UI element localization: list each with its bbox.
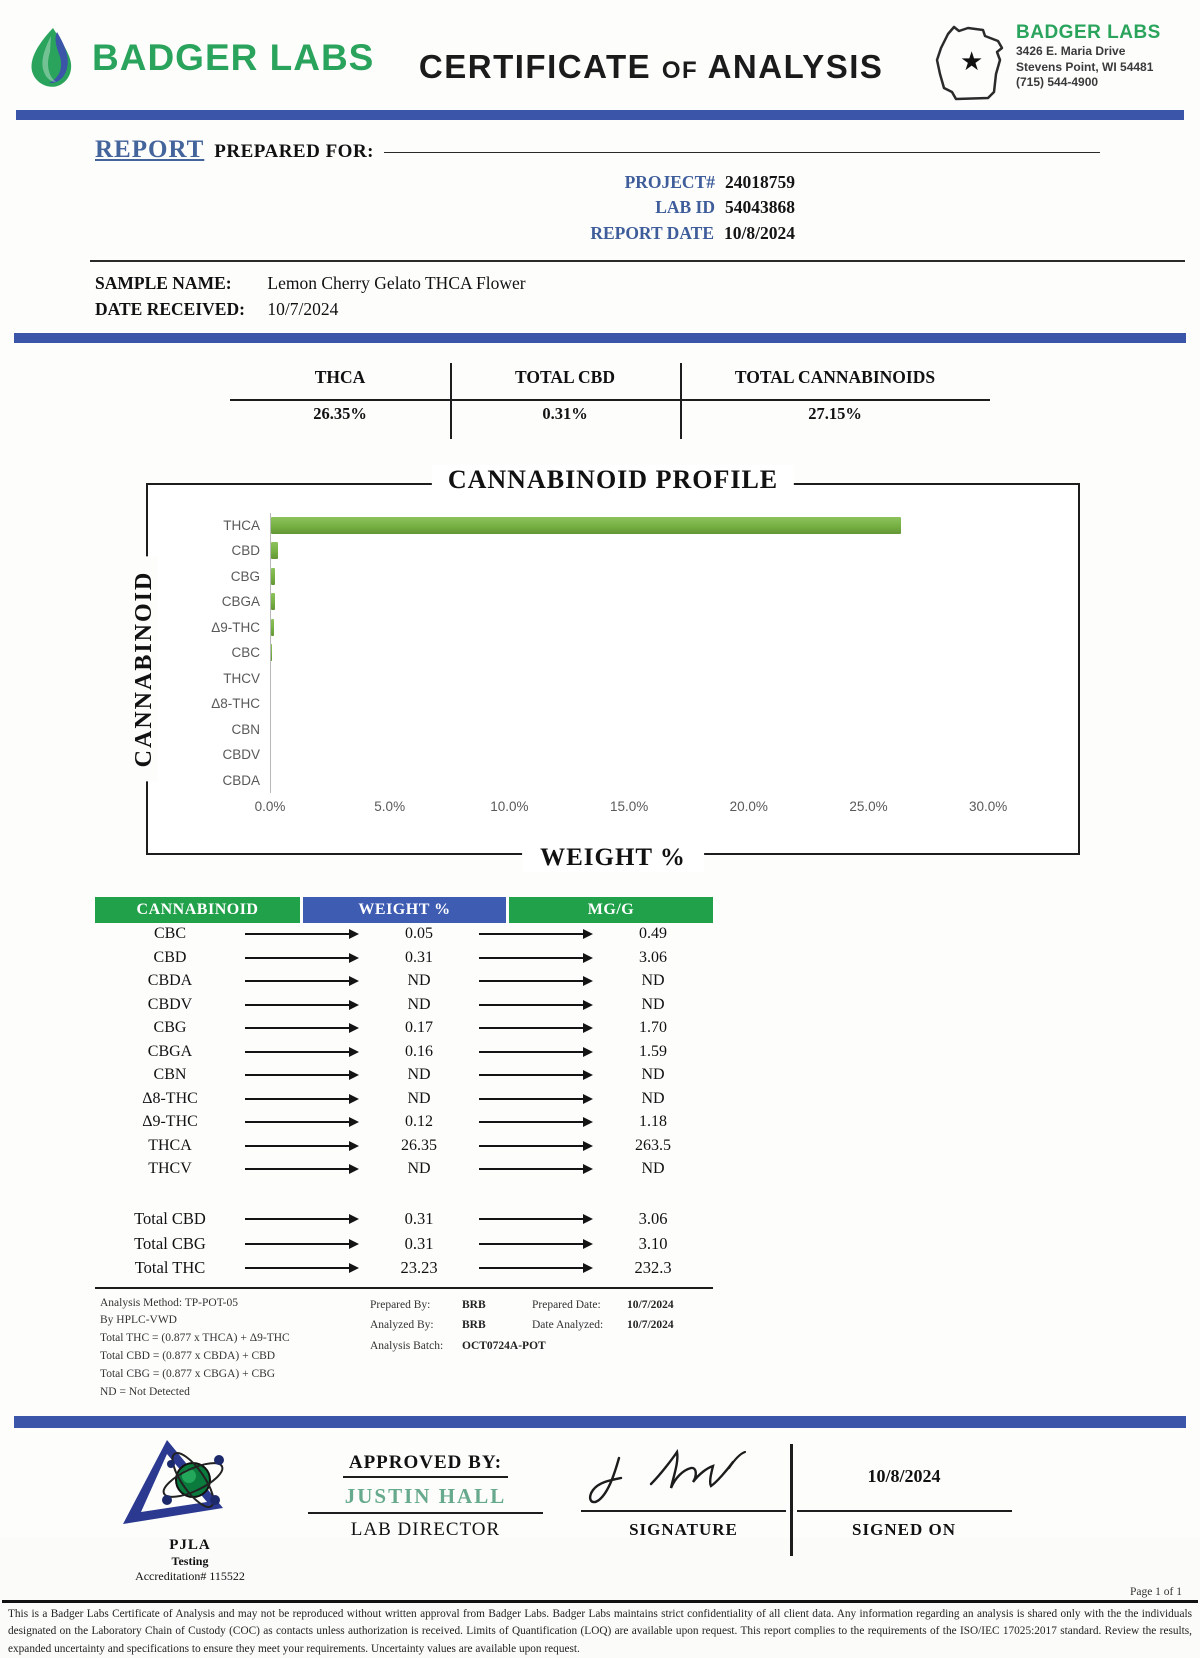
- cannabinoid-name: CBD: [95, 949, 245, 967]
- cannabinoid-name: Total CBG: [95, 1234, 245, 1254]
- mgg-value: ND: [593, 1090, 713, 1108]
- report-word: REPORT: [95, 136, 204, 164]
- arrow-icon: [245, 1239, 359, 1249]
- arrow-icon: [245, 1141, 359, 1151]
- svg-text:★: ★: [960, 47, 983, 76]
- chart-bar-track: [270, 717, 1060, 743]
- summary-thca-label: THCA: [230, 359, 450, 394]
- table-row: [95, 1064, 713, 1088]
- mgg-value: 0.49: [593, 925, 713, 943]
- project-field-value: 24018759: [725, 172, 795, 192]
- disclaimer-text: This is a Badger Labs Certificate of Analysis and may not be reproduced without written approval from Badger Labs. Badger Labs maintains strict confidentiality of all client data. Any information regarding an analysis is shared only with the the individuals designated on the Laboratory Chain of Custody (COC) as contacts unless authorization is received. Limits of Quantification (LOQ) are available upon request. This report complies to the requirements of the ISO/IEC 17025:2017 standard. Review the results, expanded uncertainty and specifications to ensure they meet your requirements. Uncertainty values are available upon request.: [8, 1606, 1192, 1658]
- weight-value: 0.17: [359, 1019, 479, 1037]
- chart-category-label: THCV: [168, 671, 270, 686]
- prepared-for-word: PREPARED FOR:: [214, 141, 374, 163]
- page-title: CERTIFICATE OF ANALYSIS: [419, 48, 884, 86]
- arrow-icon: [479, 976, 593, 986]
- mgg-value: 1.70: [593, 1019, 713, 1037]
- address-line3: (715) 544-4900: [1016, 75, 1161, 91]
- chart-category-label: CBG: [168, 569, 270, 584]
- cannabinoid-name: THCV: [95, 1160, 245, 1178]
- chart-x-ticks: [270, 799, 1060, 819]
- table-row: [95, 993, 713, 1017]
- chart-row: [168, 538, 1060, 564]
- date-received-row: [95, 296, 1200, 322]
- mgg-value: 1.59: [593, 1043, 713, 1061]
- chart-row: [168, 691, 1060, 717]
- table-row: [95, 1087, 713, 1111]
- cannabinoid-name: Δ8-THC: [95, 1090, 245, 1108]
- divider-bar-bottom: [14, 1416, 1186, 1428]
- summary-thca-value: 26.35%: [230, 394, 450, 434]
- table-row: [95, 1207, 713, 1232]
- wisconsin-map-icon: [928, 22, 1010, 106]
- table-row: [95, 1040, 713, 1064]
- table-row: [95, 1158, 713, 1182]
- mgg-value: ND: [593, 972, 713, 990]
- lab-name: BADGER LABS: [1016, 22, 1161, 44]
- pjla-accreditation-number: Accreditation# 115522: [90, 1569, 290, 1584]
- method-note-line: Analysis Method: TP-POT-05: [100, 1295, 370, 1313]
- weight-value: 0.31: [359, 1234, 479, 1254]
- project-field-label: REPORT DATE: [590, 223, 714, 243]
- arrow-icon: [479, 1070, 593, 1080]
- chart-category-label: CBDV: [168, 747, 270, 762]
- chart-category-label: THCA: [168, 518, 270, 533]
- chart-category-label: CBN: [168, 722, 270, 737]
- method-note-line: ND = Not Detected: [100, 1384, 370, 1402]
- arrow-icon: [245, 1000, 359, 1010]
- footnotes: [100, 1295, 1200, 1402]
- sample-name-label: SAMPLE NAME:: [95, 270, 263, 296]
- mgg-value: 3.10: [593, 1234, 713, 1254]
- table-header-cell: CANNABINOID: [95, 897, 300, 923]
- table-header-cell: WEIGHT %: [303, 897, 506, 923]
- cannabinoid-name: THCA: [95, 1137, 245, 1155]
- table-row: [95, 1134, 713, 1158]
- weight-value: ND: [359, 972, 479, 990]
- sample-info: [0, 270, 1200, 323]
- method-note-line: Total CBG = (0.877 x CBGA) + CBG: [100, 1366, 370, 1384]
- approval-section: [90, 1438, 1200, 1586]
- chart-bar-track: [270, 513, 1060, 539]
- divider-bar-mid: [14, 333, 1186, 343]
- cannabinoid-name: Total CBD: [95, 1209, 245, 1229]
- chart-bar: [271, 593, 275, 610]
- summary-underline: [230, 399, 990, 401]
- project-field-label: PROJECT#: [625, 172, 715, 192]
- arrow-icon: [245, 976, 359, 986]
- signature-image: [581, 1444, 786, 1512]
- mgg-value: 232.3: [593, 1258, 713, 1278]
- pjla-testing: Testing: [90, 1554, 290, 1569]
- chart-bar-track: [270, 666, 1060, 692]
- table-row: [95, 923, 713, 947]
- prep-notes: [370, 1295, 730, 1402]
- chart-row: [168, 768, 1060, 794]
- method-notes: [100, 1295, 370, 1402]
- chart-category-label: CBGA: [168, 594, 270, 609]
- chart-category-label: CBD: [168, 543, 270, 558]
- chart-bar: [271, 619, 274, 636]
- project-field-value: 10/8/2024: [724, 223, 795, 243]
- cannabinoid-name: Total THC: [95, 1258, 245, 1278]
- chart-row: [168, 589, 1060, 615]
- chart-y-axis-label: CANNABINOID: [131, 556, 158, 781]
- arrow-icon: [245, 1263, 359, 1273]
- table-row: [95, 1111, 713, 1135]
- chart-bar-track: [270, 615, 1060, 641]
- pjla-accreditation: [90, 1438, 290, 1585]
- project-field: [95, 170, 795, 195]
- project-field-label: LAB ID: [655, 197, 715, 217]
- analyzed-row: Analyzed By: BRB Date Analyzed: 10/7/2024: [370, 1315, 730, 1336]
- pjla-logo-icon: [90, 1438, 290, 1534]
- report-prepared-for: [95, 136, 1100, 164]
- chart-bars: [168, 513, 1060, 791]
- project-field: [95, 221, 795, 246]
- weight-value: ND: [359, 1090, 479, 1108]
- arrow-icon: [479, 1094, 593, 1104]
- arrow-icon: [479, 953, 593, 963]
- method-note-line: Total CBD = (0.877 x CBDA) + CBD: [100, 1348, 370, 1366]
- approver-title: LAB DIRECTOR: [308, 1519, 543, 1541]
- arrow-icon: [245, 953, 359, 963]
- summary-table: [230, 359, 990, 447]
- project-field-value: 54043868: [725, 197, 795, 217]
- cannabinoid-name: CBN: [95, 1066, 245, 1084]
- arrow-icon: [479, 1214, 593, 1224]
- footer-rule: [2, 1600, 1198, 1603]
- summary-cbd-value: 0.31%: [450, 394, 680, 434]
- table-body: [95, 923, 713, 1281]
- chart-bar-track: [270, 640, 1060, 666]
- signature-divider: [790, 1444, 793, 1556]
- approver-block: [308, 1452, 543, 1541]
- table-header-cell: MG/G: [509, 897, 713, 923]
- chart-row: [168, 742, 1060, 768]
- chart-x-tick: 15.0%: [610, 799, 648, 814]
- cannabinoid-name: CBDA: [95, 972, 245, 990]
- arrow-icon: [245, 1023, 359, 1033]
- page-number: Page 1 of 1: [0, 1586, 1182, 1598]
- chart-bar-track: [270, 691, 1060, 717]
- chart-row: [168, 615, 1060, 641]
- table-row: [95, 1017, 713, 1041]
- cannabinoid-name: CBDV: [95, 996, 245, 1014]
- leaf-logo-icon: [24, 26, 82, 90]
- sample-name-value: Lemon Cherry Gelato THCA Flower: [267, 273, 525, 293]
- chart-bar-track: [270, 768, 1060, 794]
- weight-value: ND: [359, 1160, 479, 1178]
- summary-cannabinoids-value: 27.15%: [680, 394, 990, 434]
- weight-value: 0.05: [359, 925, 479, 943]
- report-info-section: [0, 120, 1200, 246]
- signature-block: [581, 1444, 1012, 1556]
- method-note-line: Total THC = (0.877 x THCA) + Δ9-THC: [100, 1330, 370, 1348]
- arrow-icon: [245, 1094, 359, 1104]
- mgg-value: 263.5: [593, 1137, 713, 1155]
- address-line1: 3426 E. Maria Drive: [1016, 44, 1161, 60]
- arrow-icon: [479, 1117, 593, 1127]
- cannabinoid-name: CBG: [95, 1019, 245, 1037]
- arrow-icon: [245, 1164, 359, 1174]
- arrow-icon: [245, 1117, 359, 1127]
- signed-on-date: 10/8/2024: [797, 1444, 1012, 1512]
- cannabinoid-name: CBGA: [95, 1043, 245, 1061]
- chart-x-tick: 0.0%: [255, 799, 286, 814]
- project-field: [95, 195, 795, 220]
- chart-x-tick: 30.0%: [969, 799, 1007, 814]
- cannabinoid-name: Δ9-THC: [95, 1113, 245, 1131]
- chart-title: CANNABINOID PROFILE: [432, 465, 794, 495]
- weight-value: ND: [359, 1066, 479, 1084]
- chart-row: [168, 564, 1060, 590]
- sample-name-row: [95, 270, 1200, 296]
- chart-bar-track: [270, 589, 1060, 615]
- arrow-icon: [245, 1214, 359, 1224]
- pjla-name: PJLA: [90, 1536, 290, 1555]
- table-spacer: [95, 1181, 713, 1207]
- summary-cannabinoids-label: TOTAL CANNABINOIDS: [680, 359, 990, 394]
- weight-value: 0.31: [359, 1209, 479, 1229]
- approver-name: JUSTIN HALL: [308, 1480, 543, 1514]
- arrow-icon: [245, 1070, 359, 1080]
- mgg-value: ND: [593, 1160, 713, 1178]
- table-bottom-rule: [95, 1287, 713, 1289]
- weight-value: 23.23: [359, 1258, 479, 1278]
- chart-x-tick: 25.0%: [849, 799, 887, 814]
- chart-x-tick: 5.0%: [374, 799, 405, 814]
- table-header-row: [95, 897, 713, 923]
- chart-category-label: CBC: [168, 645, 270, 660]
- arrow-icon: [479, 1023, 593, 1033]
- mgg-value: ND: [593, 996, 713, 1014]
- weight-value: 26.35: [359, 1137, 479, 1155]
- weight-value: 0.31: [359, 949, 479, 967]
- chart-row: [168, 717, 1060, 743]
- mgg-value: 3.06: [593, 1209, 713, 1229]
- date-received-value: 10/7/2024: [267, 299, 338, 319]
- chart-bar: [271, 517, 901, 534]
- chart-bar-track: [270, 742, 1060, 768]
- weight-value: ND: [359, 996, 479, 1014]
- cannabinoid-table: [95, 897, 713, 1281]
- chart-x-tick: 10.0%: [490, 799, 528, 814]
- approved-by-label: APPROVED BY:: [343, 1452, 508, 1478]
- table-row: [95, 970, 713, 994]
- arrow-icon: [479, 1047, 593, 1057]
- summary-divider-1: [450, 363, 452, 439]
- cannabinoid-name: CBC: [95, 925, 245, 943]
- weight-value: 0.16: [359, 1043, 479, 1061]
- chart-bar: [271, 542, 278, 559]
- header: [0, 0, 1200, 110]
- signature-label: SIGNATURE: [581, 1520, 786, 1540]
- table-row: [95, 1256, 713, 1281]
- chart-bar: [271, 644, 272, 661]
- chart-bar-track: [270, 538, 1060, 564]
- arrow-icon: [479, 1141, 593, 1151]
- method-note-line: By HPLC-VWD: [100, 1312, 370, 1330]
- mgg-value: 1.18: [593, 1113, 713, 1131]
- lab-address-block: [928, 22, 1180, 106]
- badger-labs-logo: [24, 26, 374, 90]
- chart-x-axis-label: WEIGHT %: [522, 844, 704, 872]
- address-line2: Stevens Point, WI 54481: [1016, 60, 1161, 76]
- date-received-label: DATE RECEIVED:: [95, 296, 263, 322]
- cannabinoid-profile-chart: [146, 483, 1080, 855]
- chart-category-label: CBDA: [168, 773, 270, 788]
- brand-name: BADGER LABS: [92, 37, 374, 79]
- table-row: [95, 946, 713, 970]
- chart-category-label: Δ8-THC: [168, 696, 270, 711]
- chart-row: [168, 513, 1060, 539]
- arrow-icon: [245, 1047, 359, 1057]
- arrow-icon: [479, 929, 593, 939]
- summary-header-row: [230, 359, 990, 394]
- arrow-icon: [479, 1000, 593, 1010]
- mgg-value: 3.06: [593, 949, 713, 967]
- prepared-row: Prepared By: BRB Prepared Date: 10/7/2024: [370, 1295, 730, 1316]
- summary-cbd-label: TOTAL CBD: [450, 359, 680, 394]
- chart-bar-track: [270, 564, 1060, 590]
- chart-category-label: Δ9-THC: [168, 620, 270, 635]
- chart-bar: [271, 568, 275, 585]
- chart-x-tick: 20.0%: [730, 799, 768, 814]
- divider-bar-top: [16, 110, 1184, 120]
- batch-row: Analysis Batch: OCT0724A-POT: [370, 1336, 730, 1357]
- project-info-block: [95, 170, 1200, 246]
- chart-row: [168, 666, 1060, 692]
- arrow-icon: [479, 1164, 593, 1174]
- arrow-icon: [479, 1263, 593, 1273]
- signed-on-label: SIGNED ON: [797, 1520, 1012, 1540]
- summary-divider-2: [680, 363, 682, 439]
- section-rule: [90, 260, 1185, 262]
- weight-value: 0.12: [359, 1113, 479, 1131]
- chart-row: [168, 640, 1060, 666]
- arrow-icon: [479, 1239, 593, 1249]
- prepared-for-line: [384, 152, 1100, 153]
- arrow-icon: [245, 929, 359, 939]
- mgg-value: ND: [593, 1066, 713, 1084]
- table-row: [95, 1232, 713, 1257]
